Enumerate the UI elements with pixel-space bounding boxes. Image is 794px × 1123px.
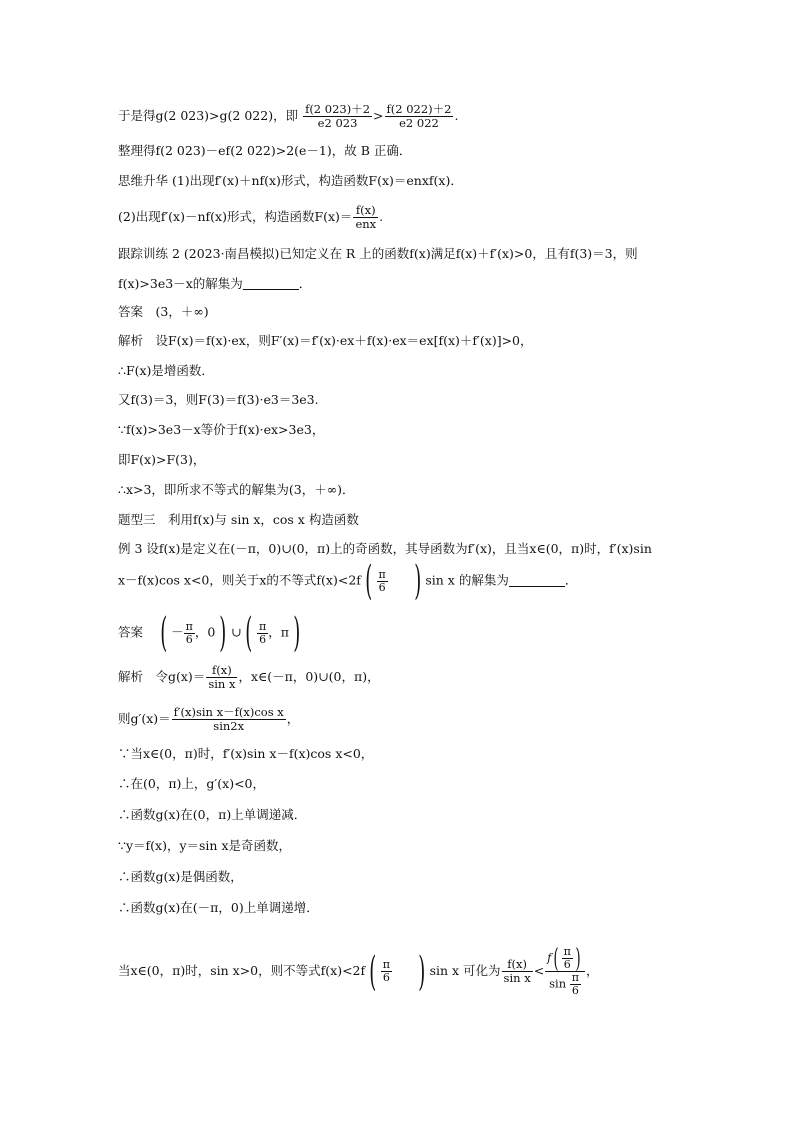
- paren: (: [245, 610, 253, 656]
- compound-fraction: [545, 943, 585, 997]
- text: .: [454, 108, 459, 123]
- text: g(2 023)>g(2 022)，即: [155, 108, 299, 123]
- denominator: e2 022: [399, 116, 439, 130]
- denominator: [545, 972, 585, 997]
- line-example-3: 例 3 设f(x)是定义在(－π，0)∪(0，π)上的奇函数，其导函数为f′(x)，且当x∈(0，π)时，f′(x)sin: [118, 541, 652, 556]
- line-exercise-2: 跟踪训练 2 (2023·南昌模拟)已知定义在 R 上的函数f(x)满足f(x)＋f′(x)>0，且有f(3)＝3，则: [118, 246, 638, 261]
- text: ．: [564, 572, 578, 588]
- paren: (: [159, 610, 167, 656]
- paren: (: [365, 558, 373, 604]
- numerator: f(2 023)＋2: [305, 102, 371, 116]
- text: f(x)>3e3－x的解集为: [118, 276, 243, 291]
- line-exercise-2-cont: [118, 276, 311, 292]
- text: (2)出现f′(x)－nf(x)形式，构造函数F(x)＝: [118, 209, 353, 224]
- pi-over-6: [257, 621, 268, 646]
- fraction: [172, 706, 286, 733]
- pi-over-6: [184, 621, 195, 646]
- line-even-function: ∴函数g(x)是偶函数，: [118, 869, 243, 884]
- text: ，0: [194, 624, 216, 640]
- text: ，π: [268, 624, 289, 640]
- denominator: sin x: [503, 971, 531, 985]
- line-equivalent: ∵f(x)>3e3－x等价于f(x)·ex>3e3，: [118, 422, 325, 437]
- line-conclusion-g: [118, 103, 458, 130]
- paren: ): [414, 558, 422, 604]
- text: 则g′(x)＝: [118, 711, 171, 726]
- text: sin x 可化为: [429, 963, 501, 978]
- line-thinking-2: [118, 204, 383, 231]
- text: ，x∈(－π，0)∪(0，π)，: [238, 669, 380, 684]
- pi-over-6: [381, 959, 392, 984]
- line-rearranged: 整理得f(2 023)－ef(2 022)>2(e－1)，故 B 正确．: [118, 143, 412, 158]
- line-decreasing: ∴函数g(x)在(0，π)上单调递减．: [118, 807, 307, 822]
- paren: (: [369, 948, 377, 995]
- pi: π: [378, 567, 386, 581]
- denominator: enx: [355, 217, 377, 231]
- text: 解析 令g(x)＝: [118, 669, 206, 684]
- pi: π: [563, 945, 571, 958]
- sin-label: sin: [549, 976, 567, 991]
- denominator: e2 023: [317, 116, 358, 130]
- numerator: f(x): [353, 204, 378, 218]
- six: 6: [563, 958, 571, 971]
- text: <: [533, 963, 545, 978]
- numerator: f(x): [502, 958, 533, 972]
- line-f3: 又f(3)＝3，则F(3)＝f(3)·e3＝3e3.: [118, 392, 319, 407]
- numerator: f′(x)sin x－f(x)cos x: [173, 705, 284, 719]
- text: sin x 的解集为: [425, 572, 509, 588]
- text: ．: [298, 276, 312, 291]
- line-answer-1: 答案 (3，＋∞): [118, 304, 209, 319]
- line-analysis-2: [118, 664, 380, 691]
- answer-blank: [243, 277, 299, 290]
- line-g-negative: ∴在(0，π)上，g′(x)<0，: [118, 776, 265, 791]
- text: x－f(x)cos x<0，则关于x的不等式f(x)<2f: [118, 572, 361, 588]
- pi: π: [382, 958, 390, 971]
- text: ，: [286, 711, 300, 726]
- text: 于是得: [118, 108, 156, 123]
- pi-over-6: [377, 569, 388, 594]
- line-odd-functions: ∵y＝f(x)，y＝sin x是奇函数，: [118, 838, 291, 853]
- numerator: f(2 022)＋2: [386, 102, 452, 116]
- denominator: sin2x: [213, 719, 245, 733]
- denominator: sin x: [208, 677, 236, 691]
- text: ，: [585, 963, 599, 978]
- six: 6: [378, 580, 386, 594]
- paren: ): [418, 948, 426, 995]
- line-derivative: [118, 706, 299, 733]
- text: 答案: [118, 624, 156, 640]
- fraction: [206, 664, 237, 691]
- pi: π: [259, 619, 267, 633]
- fraction: [385, 103, 454, 130]
- line-example-3-cont: [118, 558, 578, 604]
- line-Fx: 即F(x)>F(3)，: [118, 452, 206, 467]
- line-solution-set: ∴x>3，即所求不等式的解集为(3，＋∞)．: [118, 482, 355, 497]
- paren: ): [293, 610, 301, 656]
- pi: π: [571, 971, 580, 984]
- fraction: [353, 204, 378, 231]
- line-increasing-2: ∴函数g(x)在(－π，0)上单调递增．: [118, 900, 319, 915]
- numerator: f(x): [206, 664, 237, 678]
- pi-over-6: [562, 946, 573, 971]
- pi-over-6: [570, 972, 581, 997]
- pi: π: [185, 619, 193, 633]
- text: .: [379, 209, 384, 224]
- six: 6: [571, 984, 579, 997]
- line-thinking-1: 思维升华 (1)出现f′(x)＋nf(x)形式，构造函数F(x)＝enxf(x)．: [118, 173, 463, 188]
- six: 6: [259, 632, 267, 646]
- fraction: [303, 103, 372, 130]
- text: >: [373, 108, 384, 123]
- text: －: [171, 624, 184, 640]
- line-answer-2: [118, 610, 305, 656]
- f-letter: f: [547, 950, 552, 965]
- line-analysis-1: 解析 设F(x)＝f(x)·ex，则F′(x)＝f′(x)·ex＋f(x)·ex＝ex[f(x)＋f′(x)]>0，: [118, 333, 533, 348]
- line-final: [118, 943, 599, 997]
- fraction: [502, 958, 533, 985]
- paren: ): [219, 610, 227, 656]
- six: 6: [185, 632, 193, 646]
- text: ∪: [230, 624, 242, 640]
- text: 当x∈(0，π)时，sin x>0，则不等式f(x)<2f: [118, 963, 366, 978]
- answer-blank: [509, 574, 565, 587]
- numerator: f( $\frac{\pi}{6}$ ): [545, 946, 585, 972]
- line-section-title: 题型三 利用f(x)与 sin x，cos x 构造函数: [118, 512, 359, 527]
- line-when-x: ∵当x∈(0，π)时，f′(x)sin x－f(x)cos x<0，: [118, 746, 374, 761]
- six: 6: [382, 971, 390, 984]
- line-increasing: ∴F(x)是增函数．: [118, 363, 214, 378]
